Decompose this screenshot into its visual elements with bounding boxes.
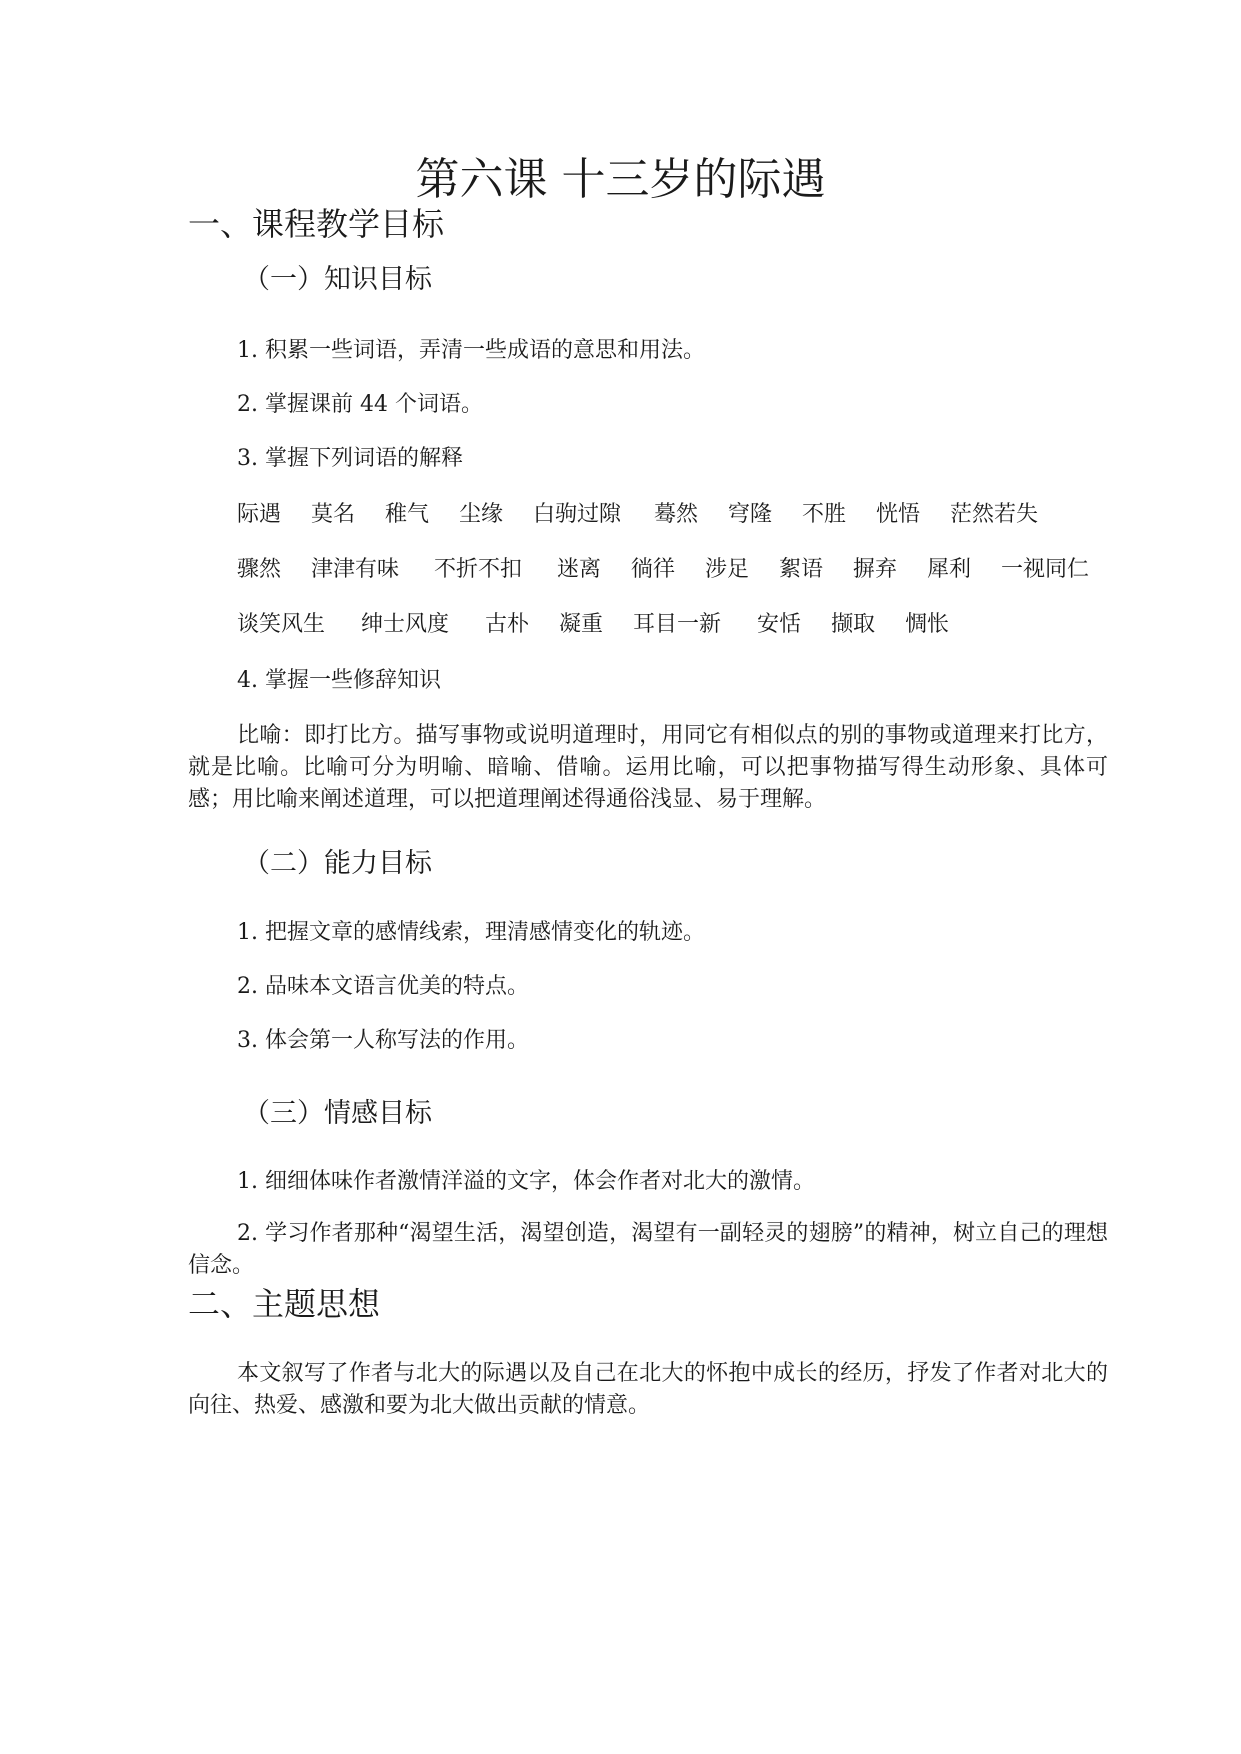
vocab-word: 白驹过隙 <box>533 502 622 527</box>
vocab-word: 稚气 <box>385 502 430 527</box>
section-heading-objectives: 一、课程教学目标 <box>188 205 445 243</box>
section-heading-theme: 二、主题思想 <box>188 1285 381 1323</box>
vocab-word: 摒弃 <box>853 557 898 582</box>
vocab-word: 惆怅 <box>905 612 950 637</box>
vocab-word: 安恬 <box>757 612 802 637</box>
vocab-word: 莫名 <box>311 502 356 527</box>
vocab-word: 恍悟 <box>876 502 921 527</box>
vocab-word: 穹隆 <box>728 502 773 527</box>
vocab-word: 谈笑风生 <box>237 612 326 637</box>
vocab-word: 迷离 <box>557 557 602 582</box>
emotion-item-2: 2. 学习作者那种“渴望生活，渴望创造，渴望有一副轻灵的翅膀”的精神，树立自己的理想信念。 <box>188 1221 1108 1278</box>
metaphor-paragraph: 比喻：即打比方。描写事物或说明道理时，用同它有相似点的别的事物或道理来打比方，就是比喻。比喻可分为明喻、暗喻、借喻。运用比喻，可以把事物描写得生动形象、具体可感；用比喻来阐述道理，可以把道理阐述得通俗浅显、易于理解。 <box>188 723 1108 812</box>
vocab-word: 犀利 <box>927 557 972 582</box>
subheading-emotion: （三）情感目标 <box>243 1098 432 1129</box>
vocab-word: 涉足 <box>705 557 750 582</box>
vocab-word: 不胜 <box>802 502 847 527</box>
ability-item-3: 3. 体会第一人称写法的作用。 <box>237 1028 529 1053</box>
page-title: 第六课 十三岁的际遇 <box>415 154 826 205</box>
vocab-word: 骤然 <box>237 557 282 582</box>
vocab-word: 绅士风度 <box>361 612 450 637</box>
ability-item-2: 2. 品味本文语言优美的特点。 <box>237 974 529 999</box>
vocab-word: 耳目一新 <box>633 612 722 637</box>
vocab-word: 蓦然 <box>654 502 699 527</box>
vocab-word: 凝重 <box>559 612 604 637</box>
subheading-ability: （二）能力目标 <box>243 848 432 879</box>
emotion-item-1: 1. 细细体味作者激情洋溢的文字，体会作者对北大的激情。 <box>237 1169 815 1194</box>
knowledge-item-4: 4. 掌握一些修辞知识 <box>237 668 441 693</box>
vocab-word: 撷取 <box>831 612 876 637</box>
vocab-word: 徜徉 <box>631 557 676 582</box>
vocab-word: 古朴 <box>485 612 530 637</box>
vocab-word: 尘缘 <box>459 502 504 527</box>
vocab-word: 一视同仁 <box>1001 557 1090 582</box>
ability-item-1: 1. 把握文章的感情线索，理清感情变化的轨迹。 <box>237 920 705 945</box>
vocab-word: 茫然若失 <box>950 502 1039 527</box>
vocab-word: 絮语 <box>779 557 824 582</box>
theme-paragraph: 本文叙写了作者与北大的际遇以及自己在北大的怀抱中成长的经历，抒发了作者对北大的向往、热爱、感激和要为北大做出贡献的情意。 <box>188 1361 1108 1418</box>
vocab-word: 际遇 <box>237 502 282 527</box>
subheading-knowledge: （一）知识目标 <box>243 264 432 295</box>
vocab-word: 不折不扣 <box>434 557 523 582</box>
vocab-word: 津津有味 <box>311 557 400 582</box>
knowledge-item-3: 3. 掌握下列词语的解释 <box>237 446 463 471</box>
knowledge-item-2: 2. 掌握课前 44 个词语。 <box>237 392 483 417</box>
knowledge-item-1: 1. 积累一些词语，弄清一些成语的意思和用法。 <box>237 338 705 363</box>
